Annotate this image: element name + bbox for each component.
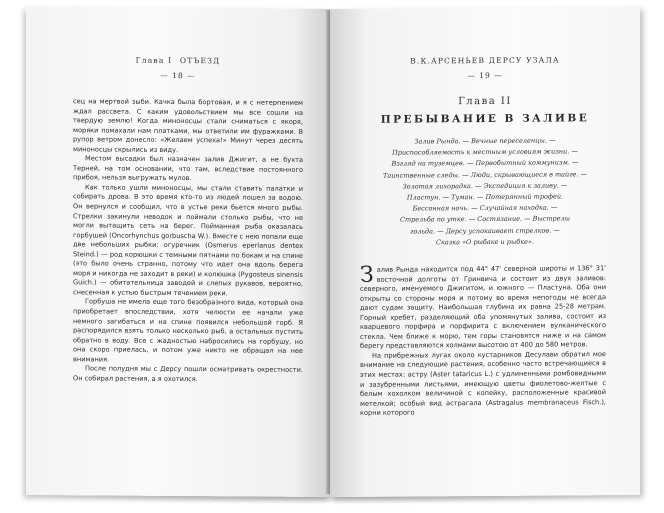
paragraph: сец на мертвой зыби. Качка была бортовая, и я с нетерпением ждал рассвета. С каким удовольствием мы все сошли на твердую землю! Когда миноносцы стали сниматься с якоря, моряки помахали нам платками, мы ответили им фуражками. В рупор ветром донесло: «Желаем успеха!» Минут через десять миноносцы скрылись из виду. (73, 97, 303, 154)
paragraph: алив Рында находится под 44° 47' северной широты и 136° 31' восточной долготы от Гринвича и состоит из двух заливов: северного, именуемого Джигитом, и южного — Пластуна. Оба они открыты со стороны моря и потому во время непогоды не всегда дают судам защиту. Наибольшая глубина их равна 25-28 метрам. Горный хребет, разделяющий оба упомянутых залива, состоит из кварцевого порфира и порфирита с включением вулканического стекла. Чем ближе к морю, тем горы становятся ниже и на самом берегу представляются холмами высотою от 400 до 580 метров. (360, 264, 606, 351)
left-running-head (26, 55, 330, 66)
drop-cap: З (360, 262, 374, 288)
synopsis-line: Стрельба по утке. — Состязание. — Выстрелы (400, 214, 570, 225)
paragraph: На прибрежных лугах около кустарников Десулави обратил мое внимание на следующие растения, особенно часто встречающиеся в этих местах: астру (Aster tataricus L.) с удлиненными ромбовидными и зазубренными листьями, имеющую цветы фиолетово-желтые с белым хохолком величиной с копейку, расположенные красивой метелкой; особый вид астрагала (Astragalus membranaceus Fisch.), корни которого (360, 350, 606, 418)
left-page-number: — 18 — (160, 70, 196, 81)
synopsis-line: гольда. — Дерсу успокаивает стрелков. — (410, 226, 560, 236)
left-body-text (73, 97, 303, 385)
right-page (330, 7, 640, 497)
left-page (26, 7, 330, 497)
left-running-head-chapter: Глава I (135, 55, 173, 65)
synopsis-line: Пластун. — Туман. — Потерянный трофей. (406, 192, 564, 202)
paragraph: После полудня мы с Дерсу пошли осматривать окрестности. Он собирал растения, а я охотился. (73, 364, 303, 383)
paragraph: Местом высадки был назначен залив Джигит, а не бухта Терней, на том основании, что там, вследствие постоянного прибоя, нельзя выгружать мулов. (73, 154, 303, 183)
right-running-head: В.К.АРСЕНЬЕВ ДЕРСУ УЗАЛА (410, 55, 560, 66)
paragraph: Горбуша не имела еще того безобразного вида, который она приобретает впоследствии, хотя челюсти ее начали уже немного загибаться и на спине появился небольшой горб. Я распорядился взять только несколько рыб, а остальных пустить обратно в воду. Все с жадностью набросились на горбушу, но она скоро приелась, и потом уже никто не обращал на нее внимания. (73, 297, 303, 364)
chapter-title: ПРЕБЫВАНИЕ В ЗАЛИВЕ (380, 112, 590, 126)
right-body-text (360, 264, 606, 418)
synopsis-line: Взгляд на туземцев. — Первобытный коммунизм. — (391, 158, 579, 169)
left-running-head-title: ОТЪЕЗД (179, 56, 221, 66)
synopsis-line: Бессонная ночь. — Случайная находка. — (412, 203, 558, 213)
synopsis-line: Сказка «О рыбаке и рыбке». (435, 237, 534, 247)
synopsis-line: Залив Рында. — Вечные переселенцы. — (414, 136, 556, 146)
synopsis-line: Приспособляемость к местным условиям жизни. — (392, 147, 578, 157)
right-page-number: — 19 — (467, 70, 503, 81)
chapter-number: Глава II (458, 95, 512, 108)
paragraph: Как только ушли миноносцы, мы стали ставить палатки и собирать дрова. В это время кто-то из людей пошел за водою. Он вернулся и сообщил, что в устье реки бьется много рыбы. Стрелки закинули неводок и поймали столько рыбы, что не могли вытащить сеть на берег. Пойманная рыба оказалась горбушей (Oncorhynchus gorbuscha W.). Вместе с нею попали еще две небольших рыбки: огуречник (Osmerus eperlanus dentex Steind.) — род корюшки с темными пятнами по бокам и на спине (это было очень странно, потому что идет она вдоль берега моря и никогда не заходит в реки) и колюшка (Pygosteus sinensis Guich.) — обитательница заводей и слепых рукавов, вероятно, снесенная к устью быстрым течением реки. (73, 183, 303, 298)
chapter-synopsis (366, 135, 604, 249)
synopsis-line: Таинственные следы. — Люди, скрывающиеся в тайге. — (383, 169, 587, 180)
synopsis-line: Золотая лихорадка. — Экспедиция к заливу. — (402, 181, 568, 191)
